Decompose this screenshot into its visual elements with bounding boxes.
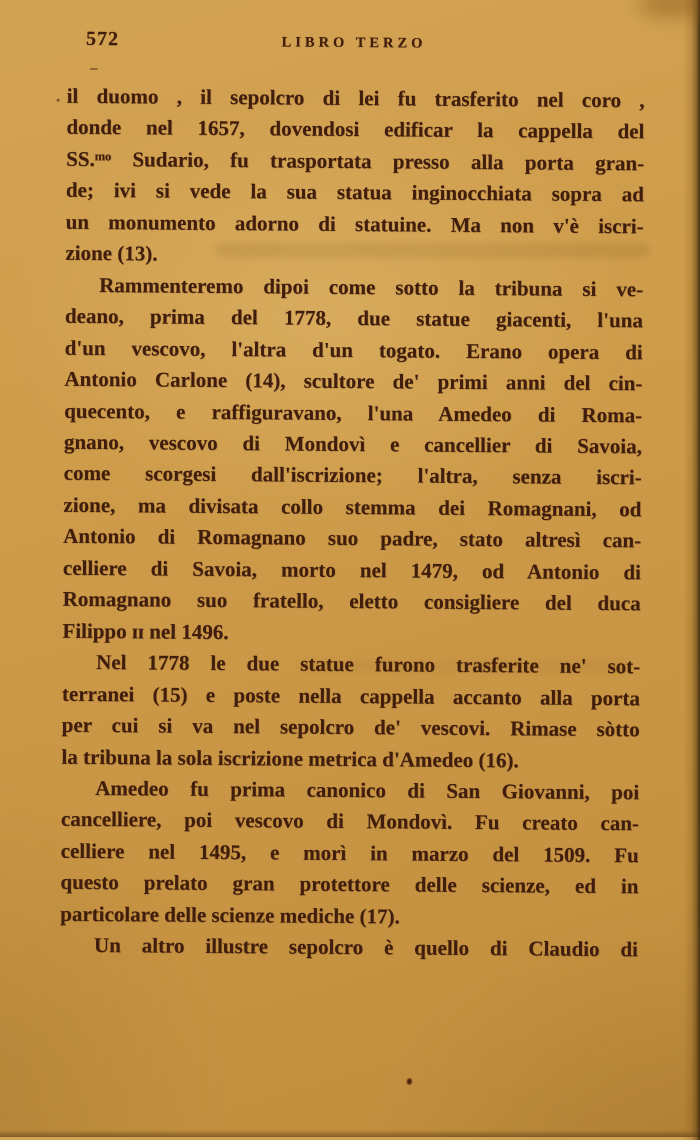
ink-bleed-streak — [215, 243, 650, 258]
text-line: Rammenteremo dipoi come sotto la tribuna si ve- — [99, 272, 644, 302]
text-line: gnano, vescovo di Mondovì e cancellier di Savoia, — [63, 429, 642, 459]
ink-speck — [57, 99, 60, 102]
text-line: deano, prima del 1778, due statue giacenti, l'una — [64, 303, 643, 333]
text-line: zione (13). — [65, 241, 158, 266]
text-line: d'un vescovo, l'altra d'un togato. Erano opera di — [64, 335, 643, 364]
text-line: quecento, e raffiguravano, l'una Amedeo di Roma- — [64, 398, 643, 427]
text-line: zione, ma divisata collo stemma dei Romagnani, od — [63, 492, 642, 522]
text-line: un monumento adorno di statuine. Ma non v'è iscri- — [65, 209, 644, 239]
page-number: 572 — [85, 27, 120, 51]
text-line: celliere di Savoia, morto nel 1479, od Antonio di — [62, 555, 642, 585]
text-line: la tribuna la sola iscrizione metrica d'Amedeo (16). — [61, 744, 519, 772]
text-line: Romagnano suo fratello, eletto consigliere del duca — [62, 586, 641, 616]
text-line: il duomo , il sepolcro di lei fu trasferito nel coro , — [66, 83, 645, 113]
text-line: come scorgesi dall'iscrizione; l'altra, senza iscri- — [63, 461, 642, 490]
text-line: Amedeo fu prima canonico di San Giovanni, poi — [95, 775, 640, 805]
text-line: Antonio di Romagnano suo padre, stato altresì can- — [63, 524, 642, 553]
ink-speck — [407, 1078, 412, 1084]
text-line: de; ivi si vede la sua statua inginocchiata sopra ad — [65, 178, 644, 207]
ink-bleed-streak — [300, 660, 630, 672]
text-line: cancelliere, poi vescovo di Mondovì. Fu creato can- — [60, 807, 640, 836]
text-line: Un altro illustre sepolcro è quello di Claudio di — [93, 933, 639, 962]
text-line: particolare delle scienze mediche (17). — [60, 901, 400, 929]
text-line: SS.ᵐᵒ Sudario, fu trasportata presso alla porta gran- — [66, 146, 645, 176]
text-line: questo prelato gran protettore delle scienze, ed in — [60, 870, 639, 899]
ink-speck — [90, 68, 98, 70]
text-line: Antonio Carlone (14), scultore de' primi anni del cin- — [64, 366, 643, 396]
text-line: per cui si va nel sepolcro de' vescovi. Rimase sòtto — [61, 712, 640, 742]
running-header: LIBRO TERZO — [281, 34, 427, 52]
text-line: Filippo ɪɪ nel 1496. — [62, 618, 229, 644]
text-line: donde nel 1657, dovendosi edificar la cappella del — [66, 115, 645, 144]
text-block — [60, 81, 645, 966]
text-line: celliere nel 1495, e morì in marzo del 1509. Fu — [60, 838, 639, 868]
text-line: Nel 1778 le due statue furono trasferite ne' sot- — [96, 650, 641, 679]
text-line: terranei (15) e poste nella cappella accanto alla porta — [61, 681, 641, 710]
